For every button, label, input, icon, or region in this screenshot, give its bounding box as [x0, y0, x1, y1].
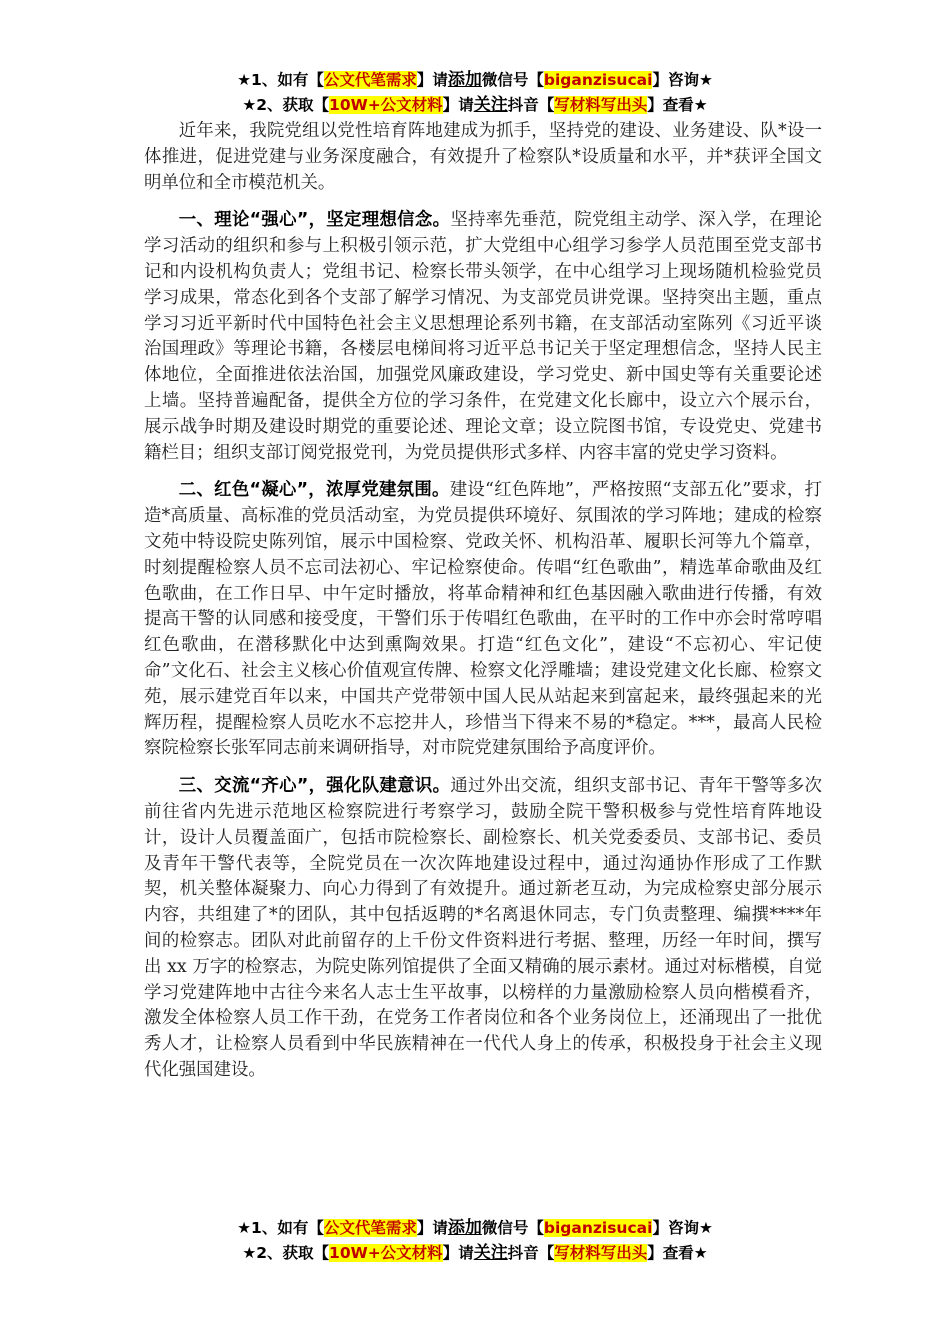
ad-highlight: 10W+公文材料	[329, 96, 443, 114]
ad-highlight: 写材料写出头	[554, 1244, 648, 1262]
section-3-heading: 三、交流“齐心”，强化队建意识。	[178, 776, 451, 797]
section-3-paragraph	[144, 774, 822, 1084]
ad-banner-bottom-line1	[100, 1216, 850, 1240]
section-1-heading: 一、理论“强心”，坚定理想信念。	[178, 210, 451, 231]
ad-text: 】请	[442, 1244, 474, 1262]
ad-highlight: biganzisucai	[543, 1219, 653, 1237]
section-3-text: 通过外出交流，组织支部书记、青年干警等多次前往省内先进示范地区检察院进行考察学习，鼓励全院干警积极参与党性培育阵地设计，设计人员覆盖面广，包括市院检察长、副检察长、机关党委委员、支部书记、委员及青年干警代表等，全院党员在一次次阵地建设过程中，通过沟通协作形成了工作默契，机关整体凝聚力、向心力得到了有效提升。通过新老互动，为完成检察史部分展示内容，共组建了*的团队，其中包括返聘的*名离退休同志，专门负责整理、编撰****年间的检察志。团队对此前留存的上千份文件资料进行考据、整理，历经一年时间，撰写出 xx 万字的检察志，为院史陈列馆提供了全面又精确的展示素材。通过对标楷模，自觉学习党建阵地中古往今来名人志士生平故事，以榜样的力量激励检察人员向楷模看齐，激发全体检察人员工作干劲，在党务工作者岗位和各个业务岗位上，还涌现出了一批优秀人才，让检察人员看到中华民族精神在一代代人身上的传承，积极投身于社会主义现代化强国建设。	[144, 776, 822, 1080]
section-2-text: 建设“红色阵地”，严格按照“支部五化”要求，打造*高质量、高标准的党员活动室，为党员提供环境好、氛围浓的学习阵地；建成的检察文苑中特设院史陈列馆，展示中国检察、党政关怀、机构沿革、履职长河等九个篇章，时刻提醒检察人员不忘司法初心、牢记检察使命。传唱“红色歌曲”，精选革命歌曲及红色歌曲，在工作日早、中午定时播放，将革命精神和红色基因融入歌曲进行传播，有效提高干警的认同感和接受度，干警们乐于传唱红色歌曲，在平时的工作中亦会时常哼唱红色歌曲，在潜移默化中达到熏陶效果。打造“红色文化”，建设“不忘初心、牢记使命”文化石、社会主义核心价值观宣传牌、检察文化浮雕墙；建设党建文化长廊、检察文苑，展示建党百年以来，中国共产党带领中国人民从站起来到富起来，最终强起来的光辉历程，提醒检察人员吃水不忘挖井人，珍惜当下得来不易的*稳定。***，最高人民检察院检察长张军同志前来调研指导，对市院党建氛围给予高度评价。	[144, 480, 822, 759]
ad-highlight: 公文代笔需求	[323, 71, 417, 89]
ad-emphasis: 关注	[473, 95, 508, 115]
ad-highlight: 10W+公文材料	[329, 1244, 443, 1262]
ad-text: 】请	[442, 96, 474, 114]
ad-prefix: ★1、如有【	[237, 1219, 324, 1237]
ad-suffix: 】查看★	[647, 96, 708, 114]
ad-text: 抖音【	[507, 1244, 555, 1262]
ad-highlight: 写材料写出头	[554, 96, 648, 114]
intro-paragraph: 近年来，我院党组以党性培育阵地建成为抓手，坚持党的建设、业务建设、队*设一体推进，促进党建与业务深度融合，有效提升了检察队*设质量和水平，并*获评全国文明单位和全市模范机关。	[144, 121, 822, 193]
section-2-heading: 二、红色“凝心”，浓厚党建氛围。	[178, 480, 450, 501]
section-1-text: 坚持率先垂范，院党组主动学、深入学，在理论学习活动的组织和参与上积极引领示范，扩大党组中心组学习参学人员范围至党支部书记和内设机构负责人；党组书记、检察长带头领学，在中心组学习上现场随机检验党员学习成果，常态化到各个支部了解学习情况、为支部党员讲党课。坚持突出主题，重点学习习近平新时代中国特色社会主义思想理论系列书籍，在支部活动室陈列《习近平谈治国理政》等理论书籍，各楼层电梯间将习近平总书记关于坚定理想信念，坚持人民主体地位，全面推进依法治国，加强党风廉政建设，学习党史、新中国史等有关重要论述上墙。坚持普遍配备，提供全方位的学习条件，在党建文化长廊中，设立六个展示台，展示战争时期及建设时期党的重要论述、理论文章；设立院图书馆，专设党史、党建书籍栏目；组织支部订阅党报党刊，为党员提供形式多样、内容丰富的党史学习资料。	[144, 210, 822, 463]
ad-suffix: 】咨询★	[652, 71, 713, 89]
ad-suffix: 】查看★	[647, 1244, 708, 1262]
ad-suffix: 】咨询★	[652, 1219, 713, 1237]
ad-emphasis: 关注	[473, 1243, 508, 1263]
ad-text: 微信号【	[481, 1219, 544, 1237]
ad-emphasis: 添加	[447, 70, 482, 90]
ad-highlight: 公文代笔需求	[323, 1219, 417, 1237]
ad-banner-top-line2	[100, 93, 850, 117]
ad-text: 】请	[416, 1219, 448, 1237]
ad-text: 微信号【	[481, 71, 544, 89]
ad-prefix: ★1、如有【	[237, 71, 324, 89]
ad-text: 】请	[416, 71, 448, 89]
section-2-paragraph	[144, 478, 822, 762]
ad-emphasis: 添加	[447, 1218, 482, 1238]
ad-banner-bottom-line2	[100, 1241, 850, 1265]
ad-banner-top-line1	[100, 68, 850, 92]
article-body	[144, 119, 822, 1096]
ad-prefix: ★2、获取【	[242, 1244, 330, 1262]
ad-highlight: biganzisucai	[543, 71, 653, 89]
ad-text: 抖音【	[507, 96, 555, 114]
ad-prefix: ★2、获取【	[242, 96, 330, 114]
section-1-paragraph	[144, 208, 822, 466]
